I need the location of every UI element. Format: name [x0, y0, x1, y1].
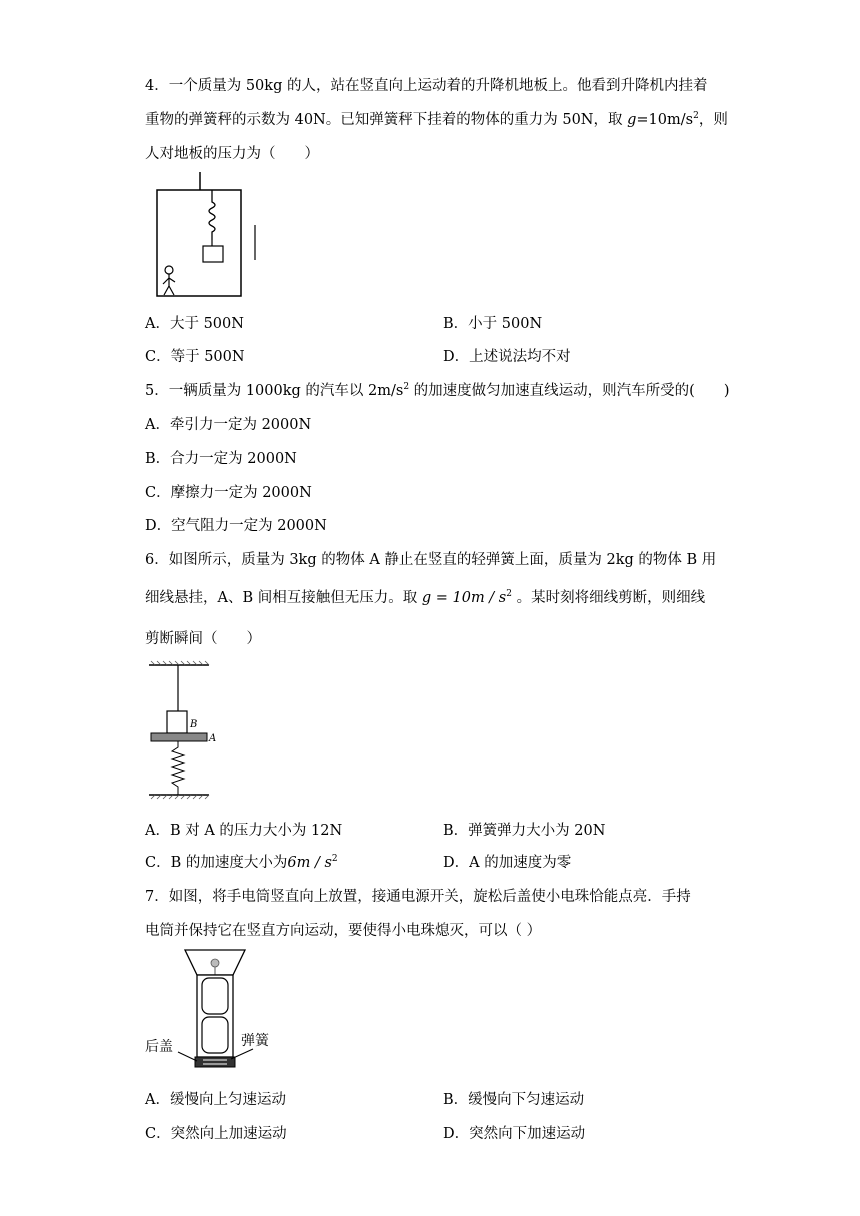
- q4-option-b[interactable]: B．小于 500N: [443, 316, 543, 332]
- q4-g-symbol: g: [627, 112, 637, 128]
- q5-superscript: 2: [403, 382, 410, 393]
- q4-line2-text: 重物的弹簧秤的示数为 40N。已知弹簧秤下挂着的物体的重力为 50N，取: [145, 112, 628, 128]
- battery-top: [202, 978, 228, 1014]
- q7-line2: 电筒并保持它在竖直方向运动，要使得小电珠熄灭，可以（ ）: [145, 923, 542, 939]
- q5-option-a[interactable]: A．牵引力一定为 2000N: [145, 417, 312, 433]
- label-rear-cap: 后盖: [145, 1039, 173, 1055]
- q5-line1-tail: 的加速度做匀加速直线运动，则汽车所受的( ): [409, 383, 730, 399]
- q6-line3: 剪断瞬间（ ）: [145, 631, 261, 647]
- rear-cap: [195, 1057, 235, 1067]
- spring: [172, 741, 184, 795]
- flashlight-figure: [145, 945, 285, 1075]
- hanging-weight: [203, 246, 223, 262]
- elevator-figure: [145, 170, 265, 300]
- q5-option-d[interactable]: D．空气阻力一定为 2000N: [145, 518, 327, 534]
- q6-option-b[interactable]: B．弹簧弹力大小为 20N: [443, 823, 606, 839]
- q4-g-value: =10m/s: [636, 112, 694, 128]
- person-body: [163, 274, 175, 295]
- person-head: [165, 266, 173, 274]
- q5-line1: [145, 379, 729, 400]
- q5-option-c[interactable]: C．摩擦力一定为 2000N: [145, 485, 312, 501]
- q6-option-c[interactable]: [145, 851, 338, 872]
- q4-option-d[interactable]: D．上述说法均不对: [443, 349, 571, 365]
- q7-line1: 7．如图，将手电筒竖直向上放置，接通电源开关，旋松后盖使小电珠恰能点亮．手持: [145, 889, 691, 905]
- cap-pointer: [178, 1052, 197, 1061]
- q7-option-d[interactable]: D．突然向下加速运动: [443, 1126, 586, 1142]
- q6-line1: 6．如图所示，质量为 3kg 的物体 A 静止在竖直的轻弹簧上面，质量为 2kg 的物体 B 用: [145, 552, 717, 568]
- q4-line3: 人对地板的压力为（ ）: [145, 146, 319, 162]
- q6-option-c-superscript: 2: [331, 854, 338, 865]
- label-a: A: [209, 733, 217, 744]
- q6-option-a[interactable]: A．B 对 A 的压力大小为 12N: [145, 823, 343, 839]
- q4-line2-tail: ，则: [698, 112, 728, 128]
- q5-option-b[interactable]: B．合力一定为 2000N: [145, 451, 297, 467]
- q4-superscript: 2: [693, 111, 699, 122]
- light-bulb: [211, 959, 219, 967]
- label-spring: 弹簧: [241, 1033, 269, 1049]
- elevator-car: [157, 190, 241, 296]
- q5-line1-text: 5．一辆质量为 1000kg 的汽车以 2m/s: [145, 383, 404, 399]
- q7-option-c[interactable]: C．突然向上加速运动: [145, 1126, 287, 1142]
- spring-block-figure: [145, 655, 235, 805]
- q6-option-d[interactable]: D．A 的加速度为零: [443, 855, 572, 871]
- q4-option-c[interactable]: C．等于 500N: [145, 349, 245, 365]
- q6-superscript: 2: [506, 589, 512, 600]
- spring-scale-coil: [209, 190, 215, 240]
- block-b: [167, 711, 187, 733]
- label-b: B: [190, 719, 198, 730]
- q4-line2: [145, 108, 728, 129]
- q6-line2: [145, 586, 705, 607]
- q4-option-a[interactable]: A．大于 500N: [145, 316, 244, 332]
- q6-option-c-text: C．B 的加速度大小为: [145, 855, 288, 871]
- q4-line1: 4．一个质量为 50kg 的人，站在竖直向上运动着的升降机地板上。他看到升降机内挂着: [145, 78, 708, 94]
- q6-line2-text: 细线悬挂，A、B 间相互接触但无压力。取: [145, 590, 422, 606]
- q6-option-c-formula: 6m / s: [287, 855, 332, 871]
- q6-line2-tail: 。某时刻将细线剪断，则细线: [511, 590, 706, 606]
- block-a: [151, 733, 207, 741]
- spring-pointer: [231, 1049, 253, 1059]
- q7-option-a[interactable]: A．缓慢向上匀速运动: [145, 1092, 286, 1108]
- battery-bottom: [202, 1017, 228, 1053]
- q7-option-b[interactable]: B．缓慢向下匀速运动: [443, 1092, 585, 1108]
- q6-g-formula: g = 10m / s: [421, 590, 507, 606]
